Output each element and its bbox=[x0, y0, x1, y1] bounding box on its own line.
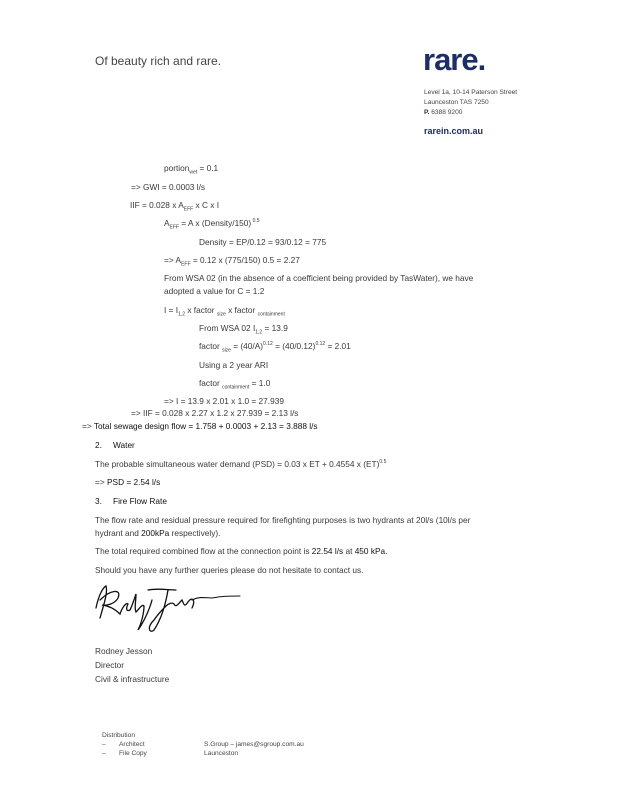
i-formula: $I = I_{1,2}$ x factor $_{size}$ x factor $_{containment}$ bbox=[164, 305, 285, 318]
factor-size-line: factor $_{size} = (40/A)^{0.12} = (40/0.12)^{0.12} = 2.01$ bbox=[199, 341, 351, 354]
signatory-title: Director bbox=[95, 660, 125, 670]
website-link[interactable]: rarein.com.au bbox=[424, 126, 484, 136]
density-line: Density = EP/0.12 = 93/0.12 = 775 bbox=[199, 237, 327, 247]
company-address bbox=[424, 88, 517, 118]
signatory-dept: Civil & infrastructure bbox=[95, 674, 170, 684]
phone-label: P. bbox=[424, 109, 430, 116]
water-heading: 2. Water bbox=[95, 440, 135, 450]
psd-result: => PSD = 2.54 l/s bbox=[95, 477, 161, 487]
ari-line: Using a 2 year ARI bbox=[199, 360, 269, 370]
distribution-row: – Architect S.Group – james@sgroup.com.au bbox=[102, 741, 304, 748]
signatory-name: Rodney Jesson bbox=[95, 646, 153, 656]
distribution-row: – File Copy Launceston bbox=[102, 750, 239, 757]
wsa-line2: adopted a value for C = 1.2 bbox=[164, 286, 265, 296]
distribution-heading: Distribution bbox=[102, 732, 135, 739]
wsa-i-line: From WSA 02 $I_{1,2} = 13.9$ bbox=[199, 323, 288, 336]
gwi-line: => GWI = 0.0003 l/s bbox=[131, 182, 206, 192]
iif-result: => IIF = 0.028 x 2.27 x 1.2 x 27.939 = 2.13 l/s bbox=[131, 408, 299, 418]
address-line1: Level 1a, 10-14 Paterson Street bbox=[424, 89, 518, 96]
tagline: Of beauty rich and rare. bbox=[95, 54, 222, 68]
fire-para-line1: The flow rate and residual pressure required for firefighting purposes is two hydrants at 20l/s (10l/s per bbox=[95, 515, 471, 525]
factor-containment-line: factor $_{containment}$ = 1.0 bbox=[199, 378, 271, 391]
signature-image bbox=[88, 578, 248, 638]
total-sewage-flow: => Total sewage design flow = 1.758 + 0.0003 + 2.13 = 3.888 l/s bbox=[82, 421, 318, 431]
aeff-formula: $A_{EFF} = A$ x (Density/150) $^{0.5}$ bbox=[164, 218, 260, 231]
combined-flow-line: The total required combined flow at the connection point is 22.54 l/s at 450 kPa. bbox=[95, 546, 388, 556]
iif-formula: IIF = 0.028 x $A_{EFF}$ x C x I bbox=[130, 200, 220, 213]
address-line2: Launceston TAS 7250 bbox=[424, 99, 489, 106]
phone-number: 6388 9200 bbox=[431, 109, 463, 116]
closing-line: Should you have any further queries please do not hesitate to contact us. bbox=[95, 565, 364, 575]
wsa-line1: From WSA 02 (in the absence of a coefficient being provided by TasWater), we have bbox=[164, 273, 474, 283]
i-result: => I = 13.9 x 2.01 x 1.0 = 27.939 bbox=[164, 396, 284, 406]
portion-line: portion$_{wet}$ = 0.1 bbox=[164, 163, 219, 176]
fire-para-line2: hydrant and 200kPa respectively). bbox=[95, 528, 221, 538]
rare-logo: rare. bbox=[423, 42, 486, 77]
fire-heading: 3. Fire Flow Rate bbox=[95, 496, 167, 506]
phone-line bbox=[424, 108, 517, 118]
aeff-result: => $A_{EFF} = 0.12$ x (775/150) 0.5 = 2.27 bbox=[164, 255, 300, 268]
psd-formula: The probable simultaneous water demand (PSD) = 0.03 x ET + 0.4554 x (ET)$^{0.5}$ bbox=[95, 459, 387, 469]
